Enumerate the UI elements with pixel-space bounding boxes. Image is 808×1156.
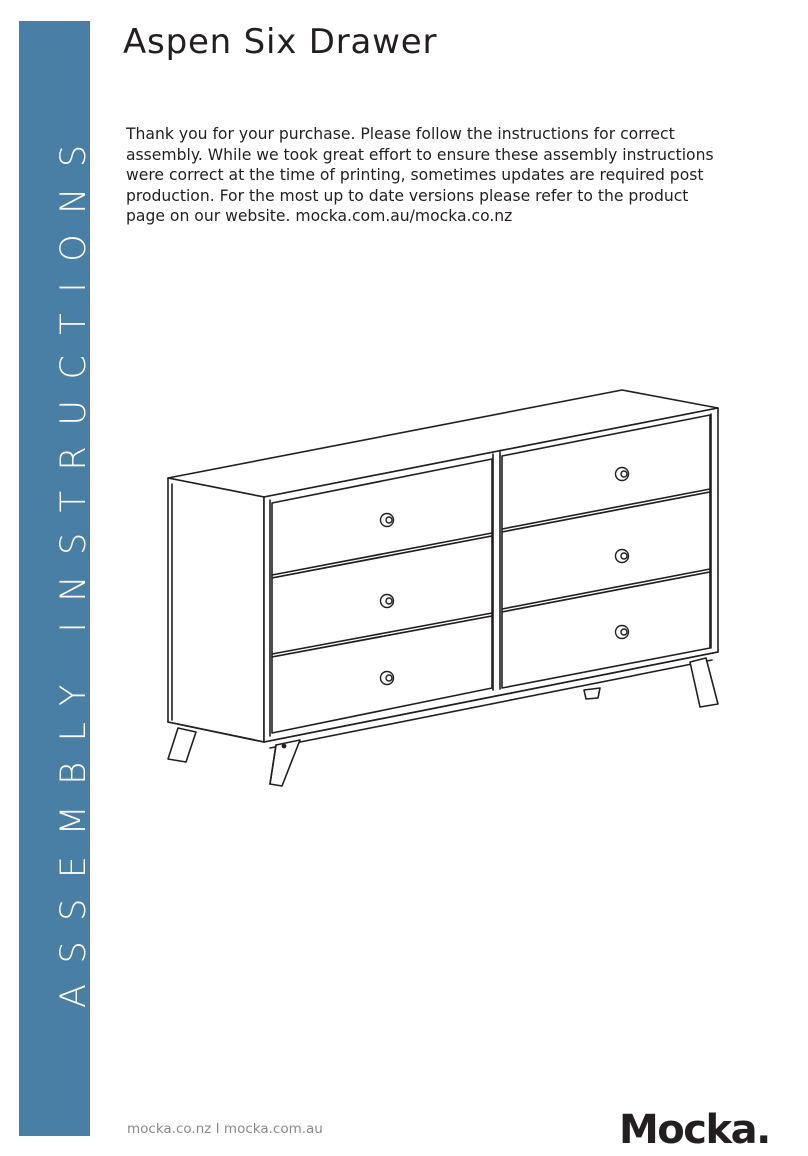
- footer-links: mocka.co.nz I mocka.com.au: [127, 1121, 323, 1137]
- intro-line: assembly. While we took great effort to ensure these assembly instructions: [126, 145, 714, 164]
- page-title: Aspen Six Drawer: [123, 22, 438, 62]
- intro-line: page on our website. mocka.com.au/mocka.co.nz: [126, 207, 513, 225]
- intro-paragraph: [126, 124, 776, 227]
- intro-line: Thank you for your purchase. Please follow the instructions for correct: [126, 125, 675, 143]
- intro-line: were correct at the time of printing, sometimes updates are required post: [126, 166, 704, 184]
- sidebar-title: ASSEMBLY INSTRUCTIONS: [54, 124, 94, 1008]
- dresser-illustration: [160, 385, 730, 795]
- intro-line: production. For the most up to date versions please refer to the product: [126, 186, 689, 205]
- mocka-logo: Mocka.: [619, 1107, 770, 1153]
